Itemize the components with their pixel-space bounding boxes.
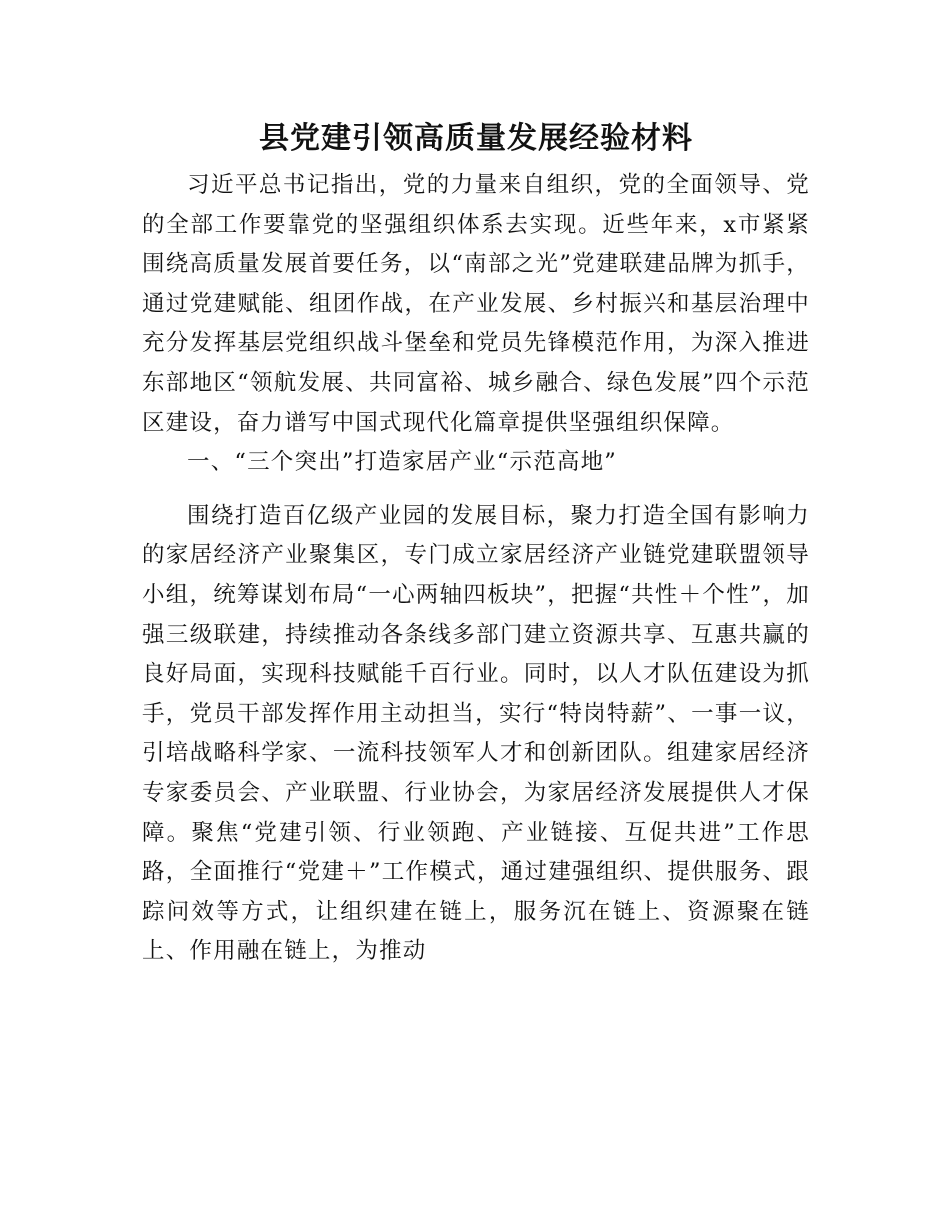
section-paragraph: 围绕打造百亿级产业园的发展目标，聚力打造全国有影响力的家居经济产业聚集区，专门成立家居经济产业链党建联盟领导小组，统筹谋划布局“一心两轴四板块”，把握“共性＋个性”，加强三级联建，持续推动各条线多部门建立资源共享、互惠共赢的良好局面，实现科技赋能千百行业。同时，以人才队伍建设为抓手，党员干部发挥作用主动担当，实行“特岗特薪”、一事一议，引培战略科学家、一流科技领军人才和创新团队。组建家居经济专家委员会、产业联盟、行业协会，为家居经济发展提供人才保障。聚焦“党建引领、行业领跑、产业链接、互促共进”工作思路，全面推行“党建＋”工作模式，通过建强组织、提供服务、跟踪问效等方式，让组织建在链上，服务沉在链上、资源聚在链上、作用融在链上，为推动 — [142, 502, 810, 965]
intro-paragraph: 习近平总书记指出，党的力量来自组织，党的全面领导、党的全部工作要靠党的坚强组织体系去实现。近些年来，x市紧紧围绕高质量发展首要任务，以“南部之光”党建联建品牌为抓手，通过党建赋能、组团作战，在产业发展、乡村振兴和基层治理中充分发挥基层党组织战斗堡垒和党员先锋模范作用，为深入推进东部地区“领航发展、共同富裕、城乡融合、绿色发展”四个示范区建设，奋力谱写中国式现代化篇章提供坚强组织保障。 — [142, 172, 810, 436]
document-body — [142, 112, 810, 972]
document-title: 县党建引领高质量发展经验材料 — [259, 121, 693, 156]
section-heading: 一、“三个突出”打造家居产业“示范高地” — [187, 449, 618, 476]
